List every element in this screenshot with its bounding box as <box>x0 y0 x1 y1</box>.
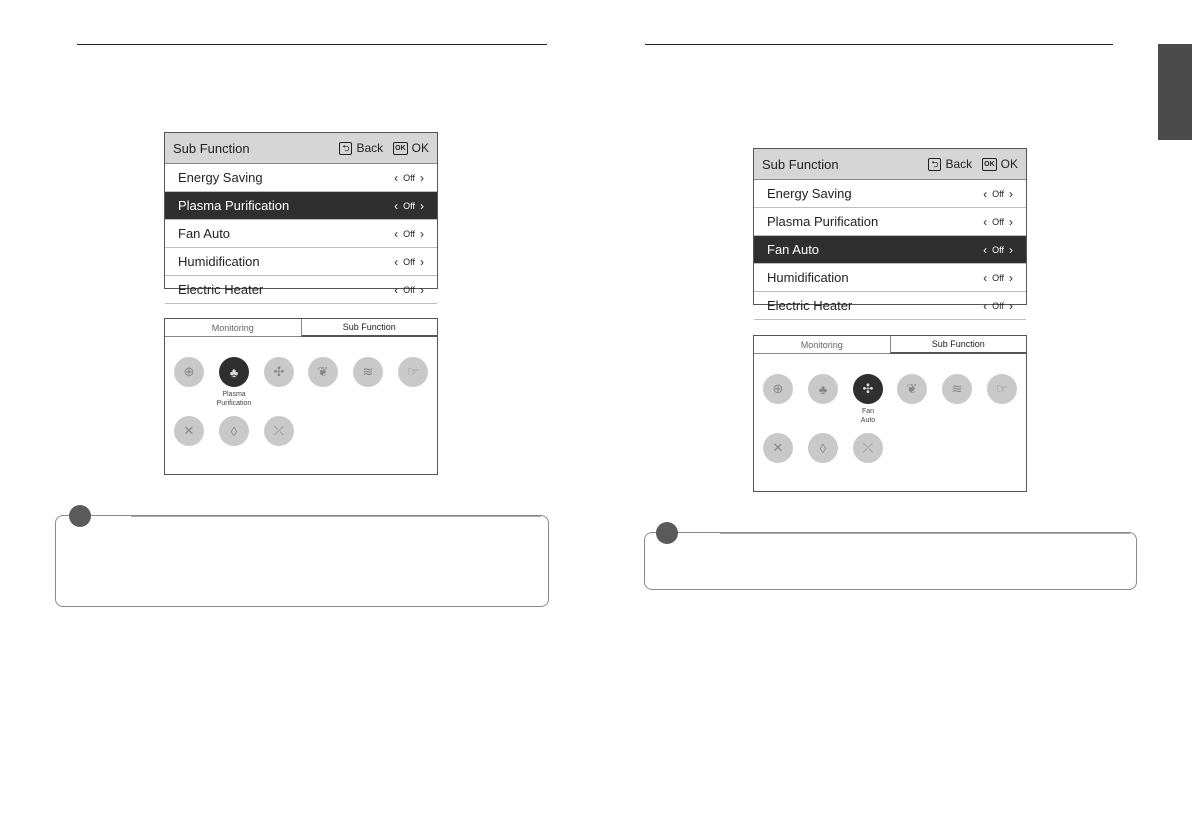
list-item[interactable] <box>165 220 437 248</box>
note-divider <box>131 516 541 517</box>
electric-heater-icon[interactable]: ≋ <box>942 374 972 404</box>
chevron-left-icon[interactable]: ‹ <box>983 186 988 201</box>
chevron-right-icon[interactable]: › <box>1009 270 1013 285</box>
caption-line: Fan <box>861 408 875 415</box>
chevron-right-icon[interactable]: › <box>420 170 424 185</box>
chevron-left-icon[interactable]: ‹ <box>394 170 399 185</box>
top-rule-right <box>645 44 1113 45</box>
tab-sub-function[interactable]: Sub Function <box>301 319 438 337</box>
value-text: Off <box>992 300 1004 311</box>
list-item-label: Plasma Purification <box>767 214 879 229</box>
note-icon <box>69 505 91 527</box>
chevron-left-icon[interactable]: ‹ <box>983 298 988 313</box>
value-toggle[interactable] <box>983 270 1013 285</box>
list-item[interactable] <box>754 180 1026 208</box>
selected-function-caption <box>838 407 898 425</box>
caption-line: Auto <box>860 417 876 424</box>
energy-saving-icon[interactable]: ⊕ <box>174 357 204 387</box>
list-item-label: Energy Saving <box>767 186 852 201</box>
caption-line: Plasma <box>222 391 246 398</box>
value-toggle[interactable] <box>394 254 424 269</box>
chevron-right-icon[interactable]: › <box>420 198 424 213</box>
function-icon-grid <box>754 354 1026 493</box>
list-item[interactable] <box>165 248 437 276</box>
back-icon: ⮌ <box>928 158 941 171</box>
value-toggle[interactable] <box>983 298 1013 313</box>
plasma-purification-icon[interactable]: ♣ <box>808 374 838 404</box>
chevron-right-icon[interactable]: › <box>1009 298 1013 313</box>
list-item-label: Fan Auto <box>767 242 820 257</box>
list-item-label: Fan Auto <box>178 226 231 241</box>
list-item-label: Humidification <box>767 270 849 285</box>
list-item-label: Plasma Purification <box>178 198 290 213</box>
right-note-box <box>644 532 1137 590</box>
right-sub-function-list-screen <box>753 148 1027 313</box>
list-item[interactable] <box>165 192 437 220</box>
value-text: Off <box>992 216 1004 227</box>
back-icon: ⮌ <box>339 142 352 155</box>
chevron-right-icon[interactable]: › <box>420 254 424 269</box>
value-toggle[interactable] <box>983 214 1013 229</box>
tab-monitoring[interactable]: Monitoring <box>754 336 890 354</box>
ok-button[interactable]: OK OK <box>984 157 1018 171</box>
list-item-label: Electric Heater <box>178 282 264 297</box>
value-text: Off <box>992 188 1004 199</box>
left-note-box <box>55 515 549 607</box>
value-toggle[interactable] <box>394 198 424 213</box>
chevron-left-icon[interactable]: ‹ <box>983 242 988 257</box>
chevron-right-icon[interactable]: › <box>420 226 424 241</box>
value-toggle[interactable] <box>394 226 424 241</box>
chevron-left-icon[interactable]: ‹ <box>983 270 988 285</box>
value-text: Off <box>992 244 1004 255</box>
chevron-left-icon[interactable]: ‹ <box>983 214 988 229</box>
chevron-right-icon[interactable]: › <box>1009 186 1013 201</box>
fan-auto-icon[interactable]: ✣ <box>264 357 294 387</box>
chevron-left-icon[interactable]: ‹ <box>394 282 399 297</box>
value-toggle[interactable] <box>983 242 1013 257</box>
value-toggle[interactable] <box>983 186 1013 201</box>
value-toggle[interactable] <box>394 170 424 185</box>
screen-title: Sub Function <box>762 156 839 172</box>
value-toggle[interactable] <box>394 282 424 297</box>
fan-off-icon[interactable]: ⤫ <box>264 416 294 446</box>
back-button[interactable]: ⮌ Back <box>928 157 972 171</box>
ventilation-icon[interactable]: ✕ <box>174 416 204 446</box>
chevron-right-icon[interactable]: › <box>1009 242 1013 257</box>
value-text: Off <box>403 284 415 295</box>
fan-auto-icon[interactable]: ✣ <box>853 374 883 404</box>
dehumidification-icon[interactable]: ◊ <box>808 433 838 463</box>
chevron-left-icon[interactable]: ‹ <box>394 254 399 269</box>
selected-function-caption <box>204 390 264 408</box>
ok-icon: OK <box>982 158 997 171</box>
value-text: Off <box>403 172 415 183</box>
note-divider <box>720 533 1130 534</box>
tab-sub-function[interactable]: Sub Function <box>890 336 1027 354</box>
plasma-purification-icon[interactable]: ♣ <box>219 357 249 387</box>
top-rule-left <box>77 44 547 45</box>
chevron-right-icon[interactable]: › <box>420 282 424 297</box>
chapter-edge-tab <box>1158 44 1192 140</box>
list-item[interactable] <box>754 292 1026 320</box>
list-item[interactable] <box>165 276 437 304</box>
list-item[interactable] <box>754 208 1026 236</box>
value-text: Off <box>403 200 415 211</box>
energy-saving-icon[interactable]: ⊕ <box>763 374 793 404</box>
function-icon-grid <box>165 337 437 476</box>
zone-icon[interactable]: ☞ <box>987 374 1017 404</box>
zone-icon[interactable]: ☞ <box>398 357 428 387</box>
list-item-label: Humidification <box>178 254 260 269</box>
screen-header <box>165 133 437 164</box>
list-item-label: Electric Heater <box>767 298 853 313</box>
list-item-label: Energy Saving <box>178 170 263 185</box>
tab-monitoring[interactable]: Monitoring <box>165 319 301 337</box>
chevron-left-icon[interactable]: ‹ <box>394 198 399 213</box>
value-text: Off <box>992 272 1004 283</box>
electric-heater-icon[interactable]: ≋ <box>353 357 383 387</box>
caption-line: Purification <box>216 400 252 407</box>
screen-header <box>754 149 1026 180</box>
value-text: Off <box>403 228 415 239</box>
chevron-left-icon[interactable]: ‹ <box>394 226 399 241</box>
ok-button[interactable]: OK OK <box>395 141 429 155</box>
humidification-icon[interactable]: ❦ <box>308 357 338 387</box>
ventilation-icon[interactable]: ✕ <box>763 433 793 463</box>
value-text: Off <box>403 256 415 267</box>
list-item[interactable] <box>165 164 437 192</box>
left-sub-function-grid-screen <box>164 318 438 475</box>
screen-title: Sub Function <box>173 140 250 156</box>
list-item[interactable] <box>754 236 1026 264</box>
note-icon <box>656 522 678 544</box>
chevron-right-icon[interactable]: › <box>1009 214 1013 229</box>
right-sub-function-grid-screen <box>753 335 1027 492</box>
dehumidification-icon[interactable]: ◊ <box>219 416 249 446</box>
list-item[interactable] <box>754 264 1026 292</box>
ok-icon: OK <box>393 142 408 155</box>
left-sub-function-list-screen <box>164 132 438 297</box>
humidification-icon[interactable]: ❦ <box>897 374 927 404</box>
fan-off-icon[interactable]: ⤫ <box>853 433 883 463</box>
back-button[interactable]: ⮌ Back <box>339 141 383 155</box>
